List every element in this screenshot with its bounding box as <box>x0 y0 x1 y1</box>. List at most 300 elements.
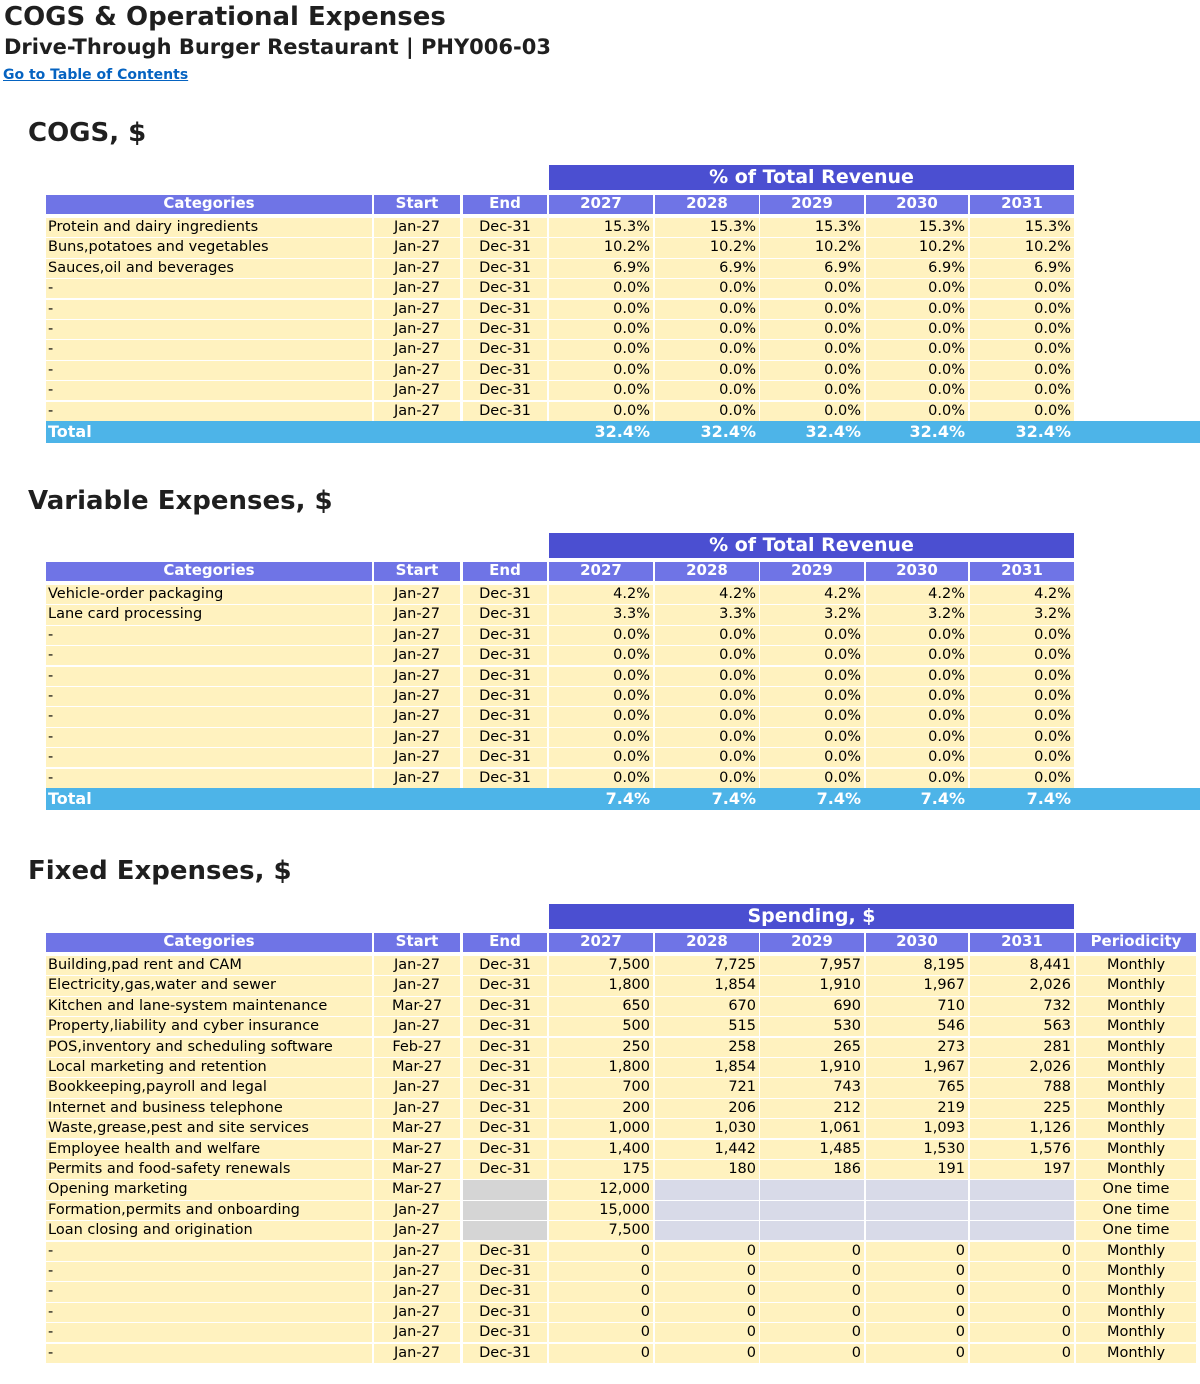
row-value-2027: 0.0% <box>549 728 653 747</box>
row-value-2030: 0.0% <box>866 279 968 298</box>
row-category-label: Lane card processing <box>46 605 372 624</box>
row-start-date: Mar-27 <box>374 1160 460 1179</box>
row-value-2030: 765 <box>866 1078 968 1097</box>
row-start-date: Jan-27 <box>374 646 460 665</box>
total-value-2029: 7.4% <box>816 789 861 808</box>
row-value-2031: 0.0% <box>970 340 1074 359</box>
row-value-2028: 0.0% <box>655 300 759 319</box>
row-end-date: Dec-31 <box>463 238 547 257</box>
row-end-date: Dec-31 <box>463 1099 547 1118</box>
row-value-2030: 0 <box>866 1344 968 1363</box>
row-value-2027: 0.0% <box>549 361 653 380</box>
year-2029-header: 2029 <box>760 562 864 581</box>
row-category-label: - <box>46 1262 372 1281</box>
row-value-2030: 1,967 <box>866 976 968 995</box>
row-value-empty <box>655 1201 759 1220</box>
row-start-date: Jan-27 <box>374 1303 460 1322</box>
row-end-date: Dec-31 <box>463 605 547 624</box>
row-value-2031: 225 <box>970 1099 1074 1118</box>
end-header: End <box>463 933 547 952</box>
row-value-2028: 6.9% <box>655 259 759 278</box>
row-value-2028: 0.0% <box>655 279 759 298</box>
row-end-date: Dec-31 <box>463 1038 547 1057</box>
row-value-2027: 6.9% <box>549 259 653 278</box>
row-value-2027: 0.0% <box>549 320 653 339</box>
row-end-date: Dec-31 <box>463 1282 547 1301</box>
row-value-2028: 0 <box>655 1344 759 1363</box>
row-value-2031: 0.0% <box>970 320 1074 339</box>
row-value-2030: 0.0% <box>866 320 968 339</box>
row-value-2029: 743 <box>760 1078 864 1097</box>
row-value-2028: 1,442 <box>655 1140 759 1159</box>
row-value-2028: 0.0% <box>655 748 759 767</box>
row-end-date: Dec-31 <box>463 646 547 665</box>
row-periodicity: Monthly <box>1076 1078 1196 1097</box>
row-periodicity: Monthly <box>1076 1323 1196 1342</box>
row-end-date: Dec-31 <box>463 1303 547 1322</box>
row-start-date: Jan-27 <box>374 1344 460 1363</box>
year-2027-header: 2027 <box>549 933 653 952</box>
row-value-2031: 0.0% <box>970 728 1074 747</box>
total-row-label: Total <box>48 789 92 808</box>
row-category-label: - <box>46 320 372 339</box>
row-value-2028: 0.0% <box>655 340 759 359</box>
row-end-date: Dec-31 <box>463 1119 547 1138</box>
row-value-2031: 10.2% <box>970 238 1074 257</box>
row-value-2030: 0 <box>866 1242 968 1261</box>
row-value-2029: 0.0% <box>760 667 864 686</box>
row-value-2027: 0 <box>549 1262 653 1281</box>
row-end-date: Dec-31 <box>463 361 547 380</box>
row-category-label: Building,pad rent and CAM <box>46 956 372 975</box>
row-start-date: Jan-27 <box>374 707 460 726</box>
row-end-date: Dec-31 <box>463 381 547 400</box>
year-2028-header: 2028 <box>655 562 759 581</box>
row-end-date: Dec-31 <box>463 997 547 1016</box>
row-start-date: Jan-27 <box>374 1242 460 1261</box>
row-value-2031: 0 <box>970 1323 1074 1342</box>
row-value-2027: 0.0% <box>549 402 653 421</box>
row-category-label: POS,inventory and scheduling software <box>46 1038 372 1057</box>
row-value-2030: 15.3% <box>866 218 968 237</box>
row-value-2027: 0.0% <box>549 300 653 319</box>
row-value-2027: 650 <box>549 997 653 1016</box>
section-band-header: % of Total Revenue <box>549 165 1074 190</box>
row-value-2031: 0 <box>970 1344 1074 1363</box>
row-start-date: Jan-27 <box>374 1323 460 1342</box>
row-start-date: Jan-27 <box>374 1017 460 1036</box>
row-end-date-empty <box>463 1201 547 1220</box>
row-value-2029: 0 <box>760 1323 864 1342</box>
row-value-empty <box>866 1201 968 1220</box>
row-value-2031: 197 <box>970 1160 1074 1179</box>
row-category-label: Buns,potatoes and vegetables <box>46 238 372 257</box>
total-value-2028: 32.4% <box>700 422 756 441</box>
row-value-2031: 0.0% <box>970 361 1074 380</box>
row-start-date: Mar-27 <box>374 1180 460 1199</box>
row-start-date: Jan-27 <box>374 748 460 767</box>
row-periodicity: Monthly <box>1076 1140 1196 1159</box>
row-value-2030: 0.0% <box>866 667 968 686</box>
row-end-date: Dec-31 <box>463 1078 547 1097</box>
row-value-2027: 3.3% <box>549 605 653 624</box>
row-value-2030: 0.0% <box>866 646 968 665</box>
row-value-2030: 10.2% <box>866 238 968 257</box>
row-value-2031: 732 <box>970 997 1074 1016</box>
row-value-2027: 200 <box>549 1099 653 1118</box>
row-value-2027: 0.0% <box>549 279 653 298</box>
row-value-2030: 3.2% <box>866 605 968 624</box>
row-value-2027: 0 <box>549 1303 653 1322</box>
row-value-2028: 206 <box>655 1099 759 1118</box>
row-value-2028: 0.0% <box>655 361 759 380</box>
row-value-2030: 8,195 <box>866 956 968 975</box>
start-header: Start <box>374 562 460 581</box>
row-start-date: Jan-27 <box>374 687 460 706</box>
total-value-2027: 7.4% <box>605 789 650 808</box>
row-category-label: - <box>46 402 372 421</box>
total-value-2031: 32.4% <box>1015 422 1071 441</box>
row-value-2027: 0.0% <box>549 667 653 686</box>
row-value-2029: 0.0% <box>760 361 864 380</box>
row-value-2030: 0.0% <box>866 300 968 319</box>
row-value-2031: 0.0% <box>970 300 1074 319</box>
row-periodicity: Monthly <box>1076 997 1196 1016</box>
row-periodicity: Monthly <box>1076 1099 1196 1118</box>
row-value-2029: 6.9% <box>760 259 864 278</box>
row-category-label: Bookkeeping,payroll and legal <box>46 1078 372 1097</box>
row-periodicity: Monthly <box>1076 1262 1196 1281</box>
row-value-2027: 0 <box>549 1242 653 1261</box>
row-value-2029: 1,061 <box>760 1119 864 1138</box>
row-value-2027: 7,500 <box>549 1221 653 1240</box>
row-value-2029: 0.0% <box>760 279 864 298</box>
row-category-label: - <box>46 300 372 319</box>
row-end-date: Dec-31 <box>463 320 547 339</box>
row-value-2028: 721 <box>655 1078 759 1097</box>
row-value-2029: 0.0% <box>760 402 864 421</box>
row-end-date: Dec-31 <box>463 1323 547 1342</box>
row-value-2027: 0 <box>549 1344 653 1363</box>
row-category-label: Kitchen and lane-system maintenance <box>46 997 372 1016</box>
row-value-2031: 0.0% <box>970 381 1074 400</box>
year-2030-header: 2030 <box>866 195 968 214</box>
section-band-header: Spending, $ <box>549 904 1074 929</box>
row-value-2029: 0.0% <box>760 748 864 767</box>
row-value-2030: 0 <box>866 1303 968 1322</box>
row-value-2030: 0 <box>866 1323 968 1342</box>
row-start-date: Jan-27 <box>374 320 460 339</box>
row-value-2028: 0 <box>655 1303 759 1322</box>
row-value-2029: 0.0% <box>760 728 864 747</box>
row-category-label: - <box>46 1303 372 1322</box>
row-end-date-empty <box>463 1180 547 1199</box>
row-value-2029: 0.0% <box>760 300 864 319</box>
row-value-2030: 4.2% <box>866 585 968 604</box>
row-value-2027: 0.0% <box>549 626 653 645</box>
row-value-2028: 1,854 <box>655 976 759 995</box>
row-value-2030: 0 <box>866 1262 968 1281</box>
row-value-2027: 7,500 <box>549 956 653 975</box>
row-value-2027: 0.0% <box>549 769 653 788</box>
row-value-2028: 0.0% <box>655 402 759 421</box>
row-start-date: Feb-27 <box>374 1038 460 1057</box>
row-value-empty <box>760 1201 864 1220</box>
row-periodicity: Monthly <box>1076 1344 1196 1363</box>
row-periodicity: Monthly <box>1076 956 1196 975</box>
row-value-2029: 0.0% <box>760 320 864 339</box>
row-value-2027: 0.0% <box>549 748 653 767</box>
row-start-date: Mar-27 <box>374 1140 460 1159</box>
row-value-2029: 0 <box>760 1262 864 1281</box>
year-2027-header: 2027 <box>549 562 653 581</box>
row-start-date: Jan-27 <box>374 300 460 319</box>
row-category-label: - <box>46 361 372 380</box>
row-start-date: Jan-27 <box>374 259 460 278</box>
row-periodicity: One time <box>1076 1221 1196 1240</box>
row-end-date: Dec-31 <box>463 1262 547 1281</box>
row-end-date: Dec-31 <box>463 402 547 421</box>
row-value-2028: 0.0% <box>655 320 759 339</box>
row-value-2031: 0.0% <box>970 667 1074 686</box>
row-value-2027: 12,000 <box>549 1180 653 1199</box>
fixed-expenses-heading: Fixed Expenses, $ <box>28 856 292 886</box>
end-header: End <box>463 562 547 581</box>
row-category-label: Internet and business telephone <box>46 1099 372 1118</box>
row-value-2028: 0.0% <box>655 667 759 686</box>
row-value-2031: 0 <box>970 1262 1074 1281</box>
row-end-date: Dec-31 <box>463 259 547 278</box>
row-end-date: Dec-31 <box>463 626 547 645</box>
row-start-date: Jan-27 <box>374 769 460 788</box>
start-header: Start <box>374 933 460 952</box>
row-value-2028: 515 <box>655 1017 759 1036</box>
row-start-date: Jan-27 <box>374 381 460 400</box>
row-value-2028: 0 <box>655 1282 759 1301</box>
row-end-date: Dec-31 <box>463 340 547 359</box>
row-end-date: Dec-31 <box>463 748 547 767</box>
row-value-2028: 0.0% <box>655 687 759 706</box>
row-value-2028: 0.0% <box>655 728 759 747</box>
row-category-label: - <box>46 769 372 788</box>
categories-header: Categories <box>46 933 372 952</box>
year-2031-header: 2031 <box>970 562 1074 581</box>
row-value-2031: 0.0% <box>970 748 1074 767</box>
row-periodicity: One time <box>1076 1201 1196 1220</box>
row-end-date: Dec-31 <box>463 687 547 706</box>
row-value-2027: 1,800 <box>549 976 653 995</box>
row-end-date: Dec-31 <box>463 1140 547 1159</box>
row-value-2027: 175 <box>549 1160 653 1179</box>
row-category-label: - <box>46 646 372 665</box>
row-start-date: Jan-27 <box>374 218 460 237</box>
table-of-contents-link[interactable]: Go to Table of Contents <box>3 67 189 83</box>
row-end-date: Dec-31 <box>463 1242 547 1261</box>
row-periodicity: Monthly <box>1076 1282 1196 1301</box>
row-start-date: Jan-27 <box>374 976 460 995</box>
row-start-date: Jan-27 <box>374 238 460 257</box>
row-value-2031: 0.0% <box>970 707 1074 726</box>
row-periodicity: One time <box>1076 1180 1196 1199</box>
total-value-2029: 32.4% <box>805 422 861 441</box>
row-value-2031: 4.2% <box>970 585 1074 604</box>
row-value-2028: 670 <box>655 997 759 1016</box>
row-category-label: Waste,grease,pest and site services <box>46 1119 372 1138</box>
row-start-date: Jan-27 <box>374 1262 460 1281</box>
row-end-date: Dec-31 <box>463 585 547 604</box>
total-value-2031: 7.4% <box>1026 789 1071 808</box>
row-value-2031: 0.0% <box>970 626 1074 645</box>
row-value-2030: 1,530 <box>866 1140 968 1159</box>
row-value-2031: 3.2% <box>970 605 1074 624</box>
row-start-date: Jan-27 <box>374 1099 460 1118</box>
row-value-2030: 219 <box>866 1099 968 1118</box>
row-value-2029: 10.2% <box>760 238 864 257</box>
row-value-2030: 0.0% <box>866 361 968 380</box>
row-category-label: - <box>46 707 372 726</box>
row-end-date: Dec-31 <box>463 300 547 319</box>
row-value-2027: 0 <box>549 1282 653 1301</box>
row-value-2031: 2,026 <box>970 976 1074 995</box>
row-value-2030: 0.0% <box>866 340 968 359</box>
total-row-label: Total <box>48 422 92 441</box>
row-value-2030: 0.0% <box>866 748 968 767</box>
row-category-label: Protein and dairy ingredients <box>46 218 372 237</box>
row-value-2028: 7,725 <box>655 956 759 975</box>
row-value-empty <box>655 1221 759 1240</box>
row-value-2029: 1,485 <box>760 1140 864 1159</box>
row-value-2028: 0 <box>655 1323 759 1342</box>
row-value-2029: 265 <box>760 1038 864 1057</box>
row-value-2027: 0.0% <box>549 381 653 400</box>
row-category-label: - <box>46 381 372 400</box>
row-value-2029: 0.0% <box>760 646 864 665</box>
row-value-empty <box>866 1221 968 1240</box>
row-value-2028: 0.0% <box>655 646 759 665</box>
row-start-date: Jan-27 <box>374 605 460 624</box>
row-start-date: Jan-27 <box>374 1282 460 1301</box>
row-value-2030: 0.0% <box>866 402 968 421</box>
row-value-2029: 0 <box>760 1303 864 1322</box>
row-periodicity: Monthly <box>1076 1038 1196 1057</box>
row-value-2027: 15,000 <box>549 1201 653 1220</box>
row-start-date: Jan-27 <box>374 626 460 645</box>
row-value-2028: 15.3% <box>655 218 759 237</box>
row-value-2028: 258 <box>655 1038 759 1057</box>
row-value-2029: 212 <box>760 1099 864 1118</box>
row-value-2028: 1,030 <box>655 1119 759 1138</box>
row-value-2031: 0 <box>970 1282 1074 1301</box>
row-value-2028: 0.0% <box>655 769 759 788</box>
row-start-date: Mar-27 <box>374 997 460 1016</box>
row-value-2027: 0 <box>549 1323 653 1342</box>
row-start-date: Jan-27 <box>374 361 460 380</box>
row-periodicity: Monthly <box>1076 1119 1196 1138</box>
row-end-date: Dec-31 <box>463 1160 547 1179</box>
row-value-2031: 6.9% <box>970 259 1074 278</box>
row-value-2028: 0 <box>655 1242 759 1261</box>
periodicity-header: Periodicity <box>1076 933 1196 952</box>
row-value-2031: 0.0% <box>970 279 1074 298</box>
row-value-2028: 4.2% <box>655 585 759 604</box>
row-value-2031: 0.0% <box>970 769 1074 788</box>
row-value-2029: 0.0% <box>760 381 864 400</box>
row-value-2031: 0 <box>970 1242 1074 1261</box>
row-category-label: - <box>46 687 372 706</box>
year-2028-header: 2028 <box>655 195 759 214</box>
row-end-date: Dec-31 <box>463 728 547 747</box>
row-periodicity: Monthly <box>1076 1160 1196 1179</box>
total-value-2030: 7.4% <box>920 789 965 808</box>
categories-header: Categories <box>46 562 372 581</box>
row-value-2027: 0.0% <box>549 340 653 359</box>
row-value-2029: 0 <box>760 1344 864 1363</box>
year-2031-header: 2031 <box>970 195 1074 214</box>
row-value-2027: 4.2% <box>549 585 653 604</box>
row-value-2029: 3.2% <box>760 605 864 624</box>
row-value-2031: 8,441 <box>970 956 1074 975</box>
row-value-2029: 0.0% <box>760 707 864 726</box>
row-value-2029: 0 <box>760 1282 864 1301</box>
row-value-2031: 0 <box>970 1303 1074 1322</box>
row-value-2030: 0.0% <box>866 381 968 400</box>
row-category-label: Property,liability and cyber insurance <box>46 1017 372 1036</box>
row-value-2029: 1,910 <box>760 1058 864 1077</box>
row-category-label: Formation,permits and onboarding <box>46 1201 372 1220</box>
row-category-label: - <box>46 667 372 686</box>
page-title: COGS & Operational Expenses <box>4 2 446 32</box>
total-value-2030: 32.4% <box>909 422 965 441</box>
row-value-2029: 0 <box>760 1242 864 1261</box>
row-value-2030: 6.9% <box>866 259 968 278</box>
row-value-2030: 1,967 <box>866 1058 968 1077</box>
row-value-2031: 788 <box>970 1078 1074 1097</box>
row-start-date: Mar-27 <box>374 1058 460 1077</box>
row-value-empty <box>970 1180 1074 1199</box>
row-value-2029: 530 <box>760 1017 864 1036</box>
row-value-2027: 1,800 <box>549 1058 653 1077</box>
year-2029-header: 2029 <box>760 195 864 214</box>
row-value-2029: 690 <box>760 997 864 1016</box>
row-value-2028: 0.0% <box>655 626 759 645</box>
row-category-label: Employee health and welfare <box>46 1140 372 1159</box>
variable-expenses-heading: Variable Expenses, $ <box>28 486 333 516</box>
row-periodicity: Monthly <box>1076 976 1196 995</box>
row-start-date: Mar-27 <box>374 1119 460 1138</box>
total-value-2027: 32.4% <box>594 422 650 441</box>
row-value-2029: 0.0% <box>760 769 864 788</box>
row-start-date: Jan-27 <box>374 402 460 421</box>
row-end-date: Dec-31 <box>463 667 547 686</box>
row-value-2029: 0.0% <box>760 626 864 645</box>
start-header: Start <box>374 195 460 214</box>
row-end-date: Dec-31 <box>463 1017 547 1036</box>
row-periodicity: Monthly <box>1076 1058 1196 1077</box>
row-value-2029: 0.0% <box>760 687 864 706</box>
row-category-label: Vehicle-order packaging <box>46 585 372 604</box>
row-value-2028: 10.2% <box>655 238 759 257</box>
row-value-2030: 0.0% <box>866 626 968 645</box>
row-category-label: - <box>46 748 372 767</box>
row-category-label: - <box>46 1344 372 1363</box>
row-periodicity: Monthly <box>1076 1303 1196 1322</box>
row-category-label: - <box>46 340 372 359</box>
row-value-2027: 1,000 <box>549 1119 653 1138</box>
year-2030-header: 2030 <box>866 562 968 581</box>
row-value-empty <box>760 1180 864 1199</box>
year-2031-header: 2031 <box>970 933 1074 952</box>
row-value-2031: 563 <box>970 1017 1074 1036</box>
